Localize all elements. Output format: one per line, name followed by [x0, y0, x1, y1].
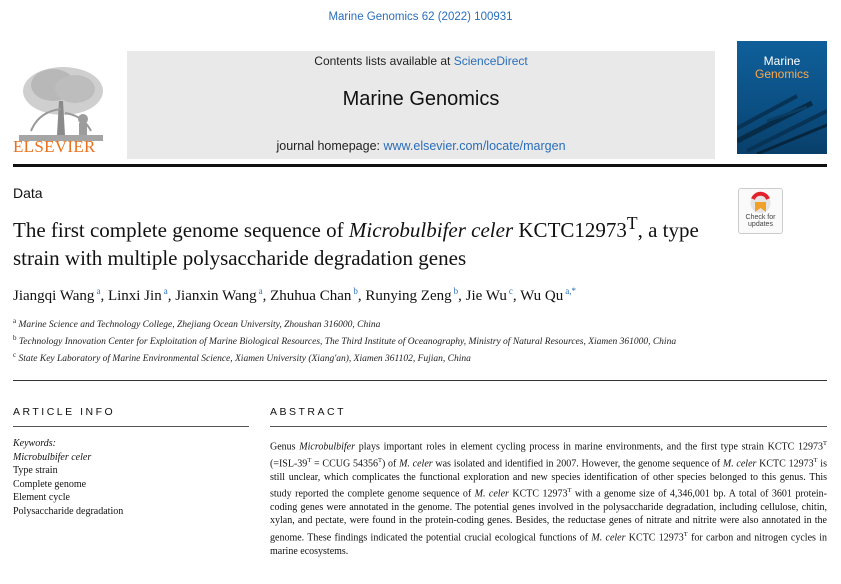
affiliation-text: Technology Innovation Center for Exploitation of Marine Biological Resources, The Third Institute of Oceanography, Ministry of Natural Resources, Xiamen 361000, China: [18, 337, 677, 348]
keywords-list: [13, 437, 249, 518]
section-rule: [13, 380, 827, 381]
author-affiliation-mark[interactable]: c: [508, 286, 513, 296]
check-for-updates-button[interactable]: [738, 188, 783, 234]
check-updates-icon: [739, 190, 782, 216]
author-separator: ,: [262, 288, 271, 304]
article-title: The first complete genome sequence of Microbulbifer celer $KCTC12973^T$, a type strain with multiple polysaccharide degradation genes: [13, 213, 699, 270]
author-affiliation-mark[interactable]: a: [96, 286, 101, 296]
author-name[interactable]: Linxi Jin: [107, 288, 162, 304]
author-separator: ,: [357, 288, 366, 304]
sciencedirect-link[interactable]: ScienceDirect: [453, 54, 528, 68]
cover-artwork: [737, 41, 827, 154]
author-name[interactable]: Jiangqi Wang: [13, 288, 95, 304]
keyword: Type strain: [13, 465, 58, 476]
author-name[interactable]: Zhuhua Chan: [270, 288, 352, 304]
affiliation: [13, 349, 733, 366]
abstract-text: Genus Microbulbifer plays important roles in element cycling process in marine environments, and the first type strain KCTC $12973^T$ ($=ISL-39^T$ = CCUG $54356^T$) of M. celer was isolated and identified in 2007. However, the genome sequence of M. celer KCTC $12973^T$ is still unclear, which complicates the functional exploration and new species identification of other species belonged to this genus. This study reported the complete genome sequence of M. celer KCTC $12973^T$ with a genome size of 4,346,001 bp. A total of 3601 protein-coding genes were annotated in the genome. The potential genes involved in the polysaccharide degradation, including cellulose, chitin, xylan, and pectate, were found in the protein-coding genes. Besides, the reductase genes of nitrate and nitrite were also annotated in the genome. These findings indicated the potential crucial ecological functions of M. celer KCTC $12973^T$ for carbon and nitrogen cycles in marine ecosystems.: [270, 440, 827, 557]
affiliation: [13, 315, 733, 332]
homepage-link[interactable]: www.elsevier.com/locate/margen: [383, 139, 566, 153]
author-name[interactable]: Jie Wu: [465, 288, 507, 304]
abstract-heading: ABSTRACT: [270, 406, 347, 418]
check-updates-label: Check for updates: [745, 214, 776, 228]
masthead: [13, 41, 827, 159]
article-type: Data: [13, 185, 43, 201]
affiliation-key: a: [13, 317, 17, 325]
keyword: Element cycle: [13, 492, 70, 503]
author-separator: ,: [167, 288, 176, 304]
article-info-rule: [13, 426, 249, 427]
author-affiliation-mark[interactable]: b: [353, 286, 358, 296]
affiliation-key: b: [13, 334, 17, 343]
journal-name: Marine Genomics: [342, 88, 500, 110]
cover-title: Marine Genomics: [754, 54, 810, 81]
journal-cover[interactable]: [737, 41, 827, 154]
journal-citation[interactable]: Marine Genomics 62 (2022) 100931: [328, 11, 513, 23]
keywords-label: Keywords:: [13, 438, 56, 449]
affiliation: [13, 332, 733, 349]
contents-line: Contents lists available at ScienceDirect: [314, 54, 528, 68]
article-info-heading: ARTICLE INFO: [13, 406, 116, 418]
homepage-line: journal homepage: www.elsevier.com/locate/margen: [276, 139, 566, 153]
affiliations: [13, 315, 733, 366]
author-affiliation-mark[interactable]: a: [163, 286, 168, 296]
affiliation-text: State Key Laboratory of Marine Environmental Science, Xiamen University (Xiang'an), Xiamen 361102, Fujian, China: [18, 354, 471, 365]
author-affiliation-mark[interactable]: a: [258, 286, 263, 296]
author-separator: ,: [458, 288, 466, 304]
keyword: Polysaccharide degradation: [13, 505, 124, 517]
author-separator: ,: [100, 288, 108, 304]
affiliation-key: c: [13, 351, 17, 360]
author-name[interactable]: Runying Zeng: [365, 288, 452, 304]
author-list: [13, 286, 813, 305]
header-rule: [13, 164, 827, 167]
author-separator: ,: [512, 288, 521, 304]
abstract-rule: [270, 426, 827, 427]
publisher-name: ELSEVIER: [13, 137, 96, 156]
author-name[interactable]: Wu Qu: [520, 288, 564, 304]
author-affiliation-mark[interactable]: b: [453, 286, 459, 296]
keyword: Microbulbifer celer: [13, 451, 92, 463]
keyword: Complete genome: [13, 478, 87, 490]
affiliation-text: Marine Science and Technology College, Zhejiang Ocean University, Zhoushan 316000, China: [18, 320, 381, 331]
journal-banner: [127, 51, 715, 159]
author-affiliation-mark[interactable]: a,*: [565, 286, 576, 296]
author-name[interactable]: Jianxin Wang: [175, 288, 257, 304]
